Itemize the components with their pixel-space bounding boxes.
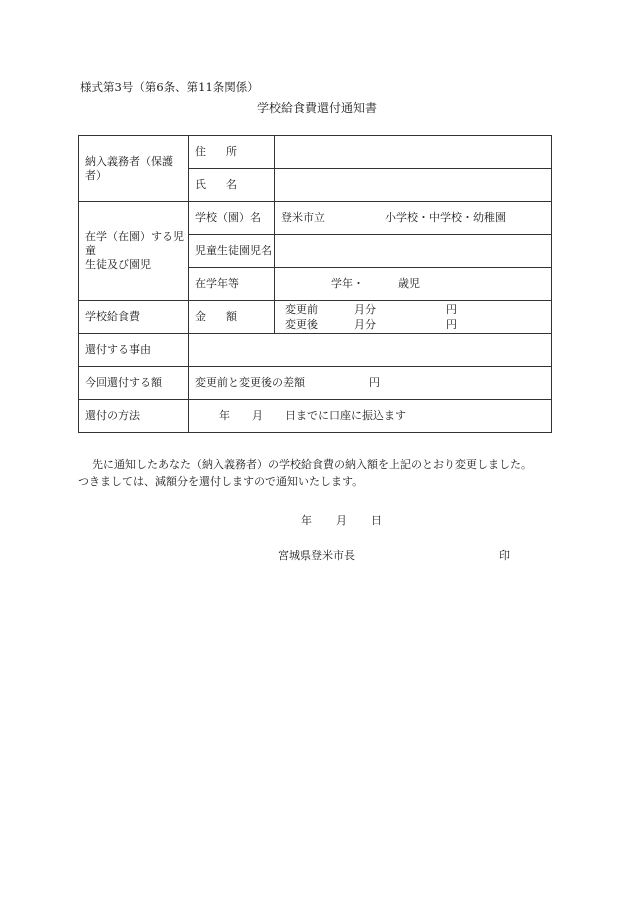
address-value [275, 136, 552, 169]
table-row-method [79, 400, 552, 433]
issuer-seal: 印 [499, 549, 510, 562]
table-row-reason [79, 334, 552, 367]
grade-value [275, 268, 552, 301]
name-label-a: 氏 [195, 178, 206, 191]
address-label [189, 136, 275, 169]
refund-amount-yen: 円 [369, 376, 380, 389]
name-value [275, 169, 552, 202]
refund-amount-label: 今回還付する額 [79, 367, 189, 400]
amount-after-line [285, 318, 457, 332]
fee-label: 学校給食費 [79, 301, 189, 334]
method-month: 月 [252, 409, 263, 422]
method-label: 還付の方法 [79, 400, 189, 433]
table-row-address [79, 136, 552, 169]
guardian-label: 納入義務者（保護者） [79, 136, 189, 202]
table-row-refund-amount [79, 367, 552, 400]
after-month-unit: 月分 [354, 318, 376, 331]
school-name-label: 学校（園）名 [189, 202, 275, 235]
before-yen: 円 [446, 303, 457, 316]
age-text: 歳児 [398, 277, 420, 290]
refund-amount-value [189, 367, 552, 400]
amount-label [189, 301, 275, 334]
student-label-line2: 生徒及び園児 [85, 258, 151, 271]
form-number: 様式第3号（第6条、第11条関係） [80, 80, 259, 94]
child-name-label: 児童生徒園児名 [189, 235, 275, 268]
amount-label-a: 金 [195, 310, 206, 323]
student-label [79, 202, 189, 301]
grade-label: 在学年等 [189, 268, 275, 301]
school-types: 小学校・中学校・幼稚園 [385, 211, 506, 224]
amount-label-b: 額 [226, 310, 237, 323]
date-line [301, 512, 382, 528]
after-yen: 円 [446, 318, 457, 331]
method-year: 年 [219, 409, 230, 422]
address-label-b: 所 [226, 145, 237, 158]
school-city: 登米市立 [281, 211, 325, 224]
method-text: 日までに口座に振込ます [285, 409, 406, 422]
school-name-value [275, 202, 552, 235]
date-year: 年 [301, 514, 312, 527]
grade-text: 学年・ [331, 277, 364, 290]
after-label: 変更後 [285, 318, 318, 331]
amount-before-line [285, 303, 457, 317]
student-label-line1: 在学（在園）する児童 [85, 230, 184, 257]
address-label-a: 住 [195, 145, 206, 158]
body-line-2: つきましては、減額分を還付しますので通知いたします。 [78, 475, 364, 488]
name-label [189, 169, 275, 202]
document-title: 学校給食費還付通知書 [257, 101, 378, 115]
child-name-value [275, 235, 552, 268]
date-month: 月 [336, 514, 347, 527]
body-line-1: 先に通知したあなた（納入義務者）の学校給食費の納入額を上記のとおり変更しました。 [92, 458, 532, 471]
method-value [189, 400, 552, 433]
table-row-fee [79, 301, 552, 334]
date-day: 日 [371, 514, 382, 527]
reason-value [189, 334, 552, 367]
name-label-b: 名 [226, 178, 237, 191]
issuer-name: 宮城県登米市長 [278, 549, 355, 562]
reason-label: 還付する事由 [79, 334, 189, 367]
refund-notice-table [78, 135, 552, 433]
amount-value [275, 301, 552, 334]
refund-amount-text: 変更前と変更後の差額 [195, 376, 305, 389]
table-row-school [79, 202, 552, 235]
before-label: 変更前 [285, 303, 318, 316]
before-month-unit: 月分 [354, 303, 376, 316]
